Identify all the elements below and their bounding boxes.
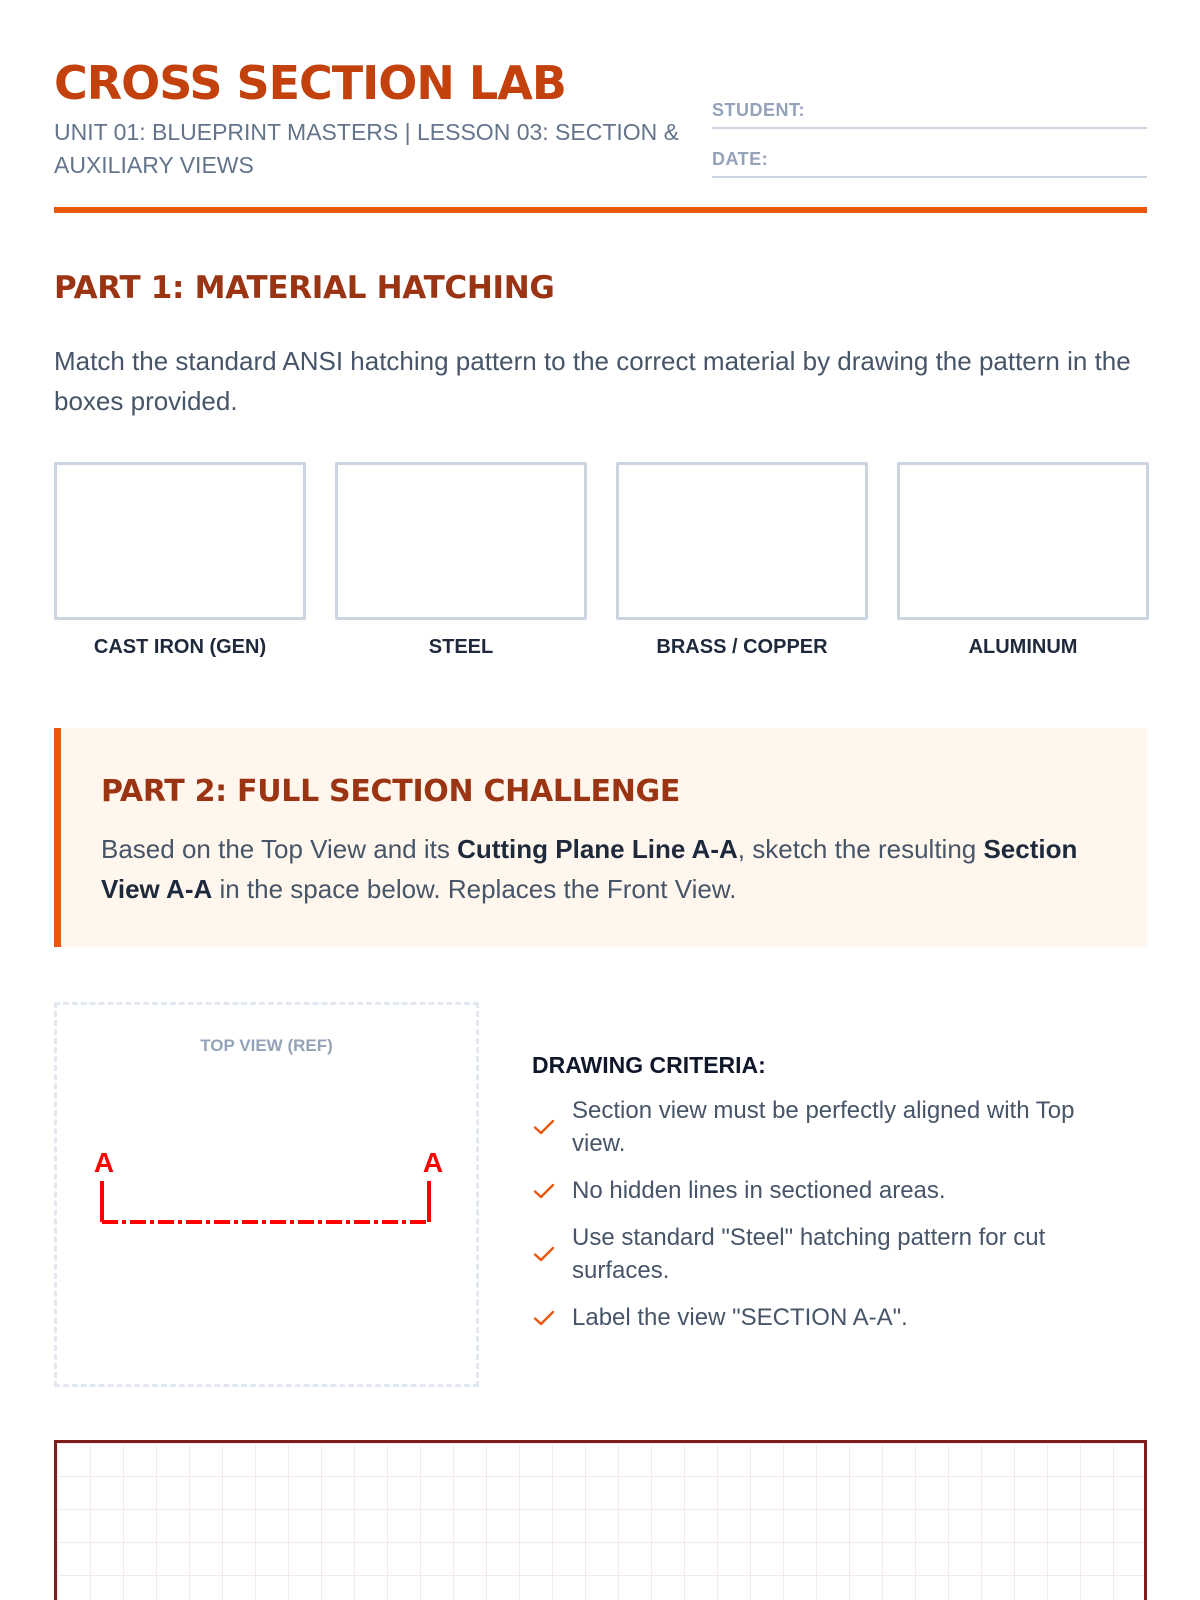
date-field[interactable] (712, 145, 1147, 178)
part1-heading: PART 1: MATERIAL HATCHING (54, 270, 555, 306)
part2-instructions (101, 829, 1111, 909)
student-field[interactable] (712, 96, 1147, 129)
part2-callout (54, 728, 1147, 947)
page-subtitle: UNIT 01: BLUEPRINT MASTERS | LESSON 03: SECTION & AUXILIARY VIEWS (54, 119, 680, 178)
part2-bold-section-view: Section View A-A (101, 834, 1078, 904)
part2-text-segment: in the space below. Replaces the Front View. (212, 874, 737, 904)
criteria-item (532, 1301, 1132, 1334)
material-label-aluminum: ALUMINUM (968, 636, 1078, 658)
page-title: CROSS SECTION LAB (54, 56, 566, 110)
cutting-plane-diagram (57, 1005, 476, 1384)
material-label-brass-copper: BRASS / COPPER (656, 636, 828, 658)
criteria-item (532, 1094, 1132, 1160)
worksheet-header (54, 56, 1147, 214)
part2-heading: PART 2: FULL SECTION CHALLENGE (101, 774, 681, 809)
criteria-item-text: Label the view "SECTION A-A". (572, 1304, 908, 1331)
part2-bold-cutting-plane: Cutting Plane Line A-A (457, 834, 738, 864)
material-label-cast-iron: CAST IRON (GEN) (93, 636, 267, 658)
student-label: STUDENT: (712, 100, 805, 120)
top-view-label: TOP VIEW (REF) (200, 1036, 333, 1055)
criteria-item-text: Use standard "Steel" hatching pattern for cut surfaces. (572, 1224, 1046, 1284)
criteria-item (532, 1174, 1132, 1207)
hatch-box-cast-iron[interactable] (54, 462, 306, 620)
check-icon (532, 1179, 556, 1203)
part1-instructions: Match the standard ANSI hatching pattern to the correct material by drawing the pattern in the boxes provided. (54, 346, 1131, 416)
hatch-box-brass-copper[interactable] (616, 462, 868, 620)
criteria-heading: DRAWING CRITERIA: (532, 1052, 766, 1078)
drawing-criteria (532, 1052, 1132, 1348)
section-sketch-area[interactable] (54, 1440, 1147, 1600)
section-marker-left: A (93, 1147, 115, 1178)
check-icon (532, 1115, 556, 1139)
criteria-item-text: Section view must be perfectly aligned with Top view. (572, 1097, 1075, 1157)
top-view-reference (54, 1002, 479, 1387)
check-icon (532, 1306, 556, 1330)
check-icon (532, 1242, 556, 1266)
header-divider (54, 207, 1147, 213)
hatch-box-steel[interactable] (335, 462, 587, 620)
material-label-steel: STEEL (428, 636, 494, 658)
hatch-box-aluminum[interactable] (897, 462, 1149, 620)
criteria-item-text: No hidden lines in sectioned areas. (572, 1177, 946, 1204)
part2-text-segment: Based on the Top View and its (101, 834, 458, 864)
criteria-item (532, 1221, 1132, 1287)
part2-text-segment: , sketch the resulting (737, 834, 984, 864)
date-label: DATE: (712, 149, 769, 169)
section-marker-right: A (422, 1147, 444, 1178)
